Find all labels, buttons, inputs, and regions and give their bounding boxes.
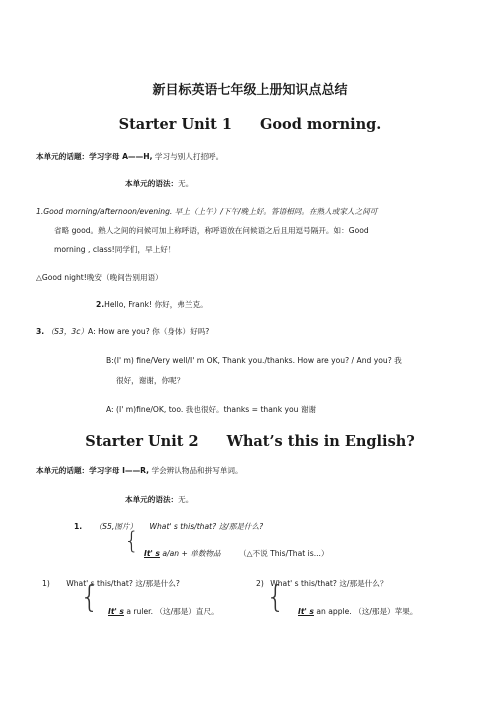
unit2-item1-ref: （S5,图片） <box>94 522 138 531</box>
unit1-grammar <box>125 178 193 190</box>
unit1-para1-line3: morning , class!同学们，早上好！ <box>54 245 176 254</box>
unit1-para4 <box>36 326 209 338</box>
unit2-example2-answer-rest: an apple. （这/那是）苹果。 <box>313 607 418 616</box>
unit2-example1-answer <box>108 606 219 618</box>
unit2-example2-answer-key: It' s <box>298 607 314 616</box>
unit2-topic-label: 本单元的话题： <box>36 466 90 475</box>
unit2-grammar-value: 无。 <box>178 495 194 504</box>
unit2-item1-question: What' s this/that? 这/那是什么? <box>149 522 264 531</box>
unit1-para2: △Good night!晚安（晚间告别用语） <box>36 273 163 282</box>
unit2-example2-answer <box>298 606 417 618</box>
unit1-para4-text: A: How are you? 你（身体）好吗? <box>88 327 210 336</box>
unit1-para6: A: (I' m)fine/OK, too. 我也很好。thanks = thank you 谢谢 <box>106 405 317 414</box>
left-brace-icon: { <box>266 580 286 615</box>
unit1-para1-line2: 省略 good。熟人之间的问候可加上称呼语，称呼语放在问候语之后且用逗号隔开。如：Good <box>54 226 369 235</box>
unit1-topic-rest: 学习与别人打招呼。 <box>152 152 224 161</box>
unit2-topic-rest: 学会辨认物品和拼写单词。 <box>149 466 243 475</box>
unit1-topic-label: 本单元的话题： <box>36 152 90 161</box>
unit1-para5-line2: 很好，谢谢，你呢？ <box>116 376 185 385</box>
unit1-para4-ref: （S3，3c） <box>46 327 89 336</box>
unit2-example1-question-text: What' s this/that? 这/那是什么? <box>66 579 180 588</box>
unit1-grammar-label: 本单元的语法： <box>125 179 179 188</box>
unit2-example2-question-text: What' s this/that? 这/那是什么？ <box>270 579 388 588</box>
unit2-grammar <box>125 494 193 506</box>
unit2-item1-note: （△不说 This/That is...） <box>239 549 329 558</box>
document-title: 新目标英语七年级上册知识点总结 <box>152 83 348 98</box>
unit2-grammar-label: 本单元的语法： <box>125 495 179 504</box>
unit2-title-name: What’s this in English? <box>226 433 415 450</box>
unit2-example1-answer-key: It' s <box>108 607 124 616</box>
unit2-title <box>0 433 500 450</box>
unit1-title-number: Starter Unit 1 <box>118 116 232 133</box>
left-brace-icon: { <box>80 580 100 615</box>
unit1-para5-line1: B:(I' m) fine/Very well/I' m OK, Thank you./thanks. How are you? / And you? 我 <box>106 356 402 365</box>
unit2-topic-value: 学习字母 I——R, <box>89 466 150 475</box>
unit1-title-name: Good morning. <box>260 116 382 133</box>
unit2-example1-answer-rest: a ruler. （这/那是）直尺。 <box>123 607 219 616</box>
unit2-item1 <box>74 521 263 533</box>
unit2-item1-answer <box>144 548 329 560</box>
unit2-title-number: Starter Unit 2 <box>85 433 199 450</box>
left-brace-icon: { <box>124 527 140 555</box>
unit2-item1-answer-key: It' s <box>144 549 160 558</box>
unit1-para3 <box>96 299 208 311</box>
unit1-para3-text: Hello, Frank! 你好，弗兰克。 <box>104 300 208 309</box>
unit1-title <box>0 116 500 133</box>
unit1-topic-value: 学习字母 A——H, <box>89 152 153 161</box>
unit1-para1-line1: 1.Good morning/afternoon/evening. 早上（上午）/下午/晚上好。答语相同。在熟人或家人之间可 <box>36 207 378 216</box>
unit2-item1-answer-rest: a/an + 单数物品 <box>159 549 221 558</box>
unit2-example1-number: 1) <box>42 579 50 588</box>
unit2-item1-number: 1. <box>74 522 83 531</box>
unit2-example2-number: 2) <box>256 579 264 588</box>
unit2-example1-question <box>42 578 180 590</box>
unit1-para3-number: 2. <box>96 300 105 309</box>
unit1-topic <box>36 151 223 163</box>
unit1-para4-number: 3. <box>36 327 45 336</box>
unit1-grammar-value: 无。 <box>178 179 194 188</box>
unit2-topic <box>36 465 243 477</box>
